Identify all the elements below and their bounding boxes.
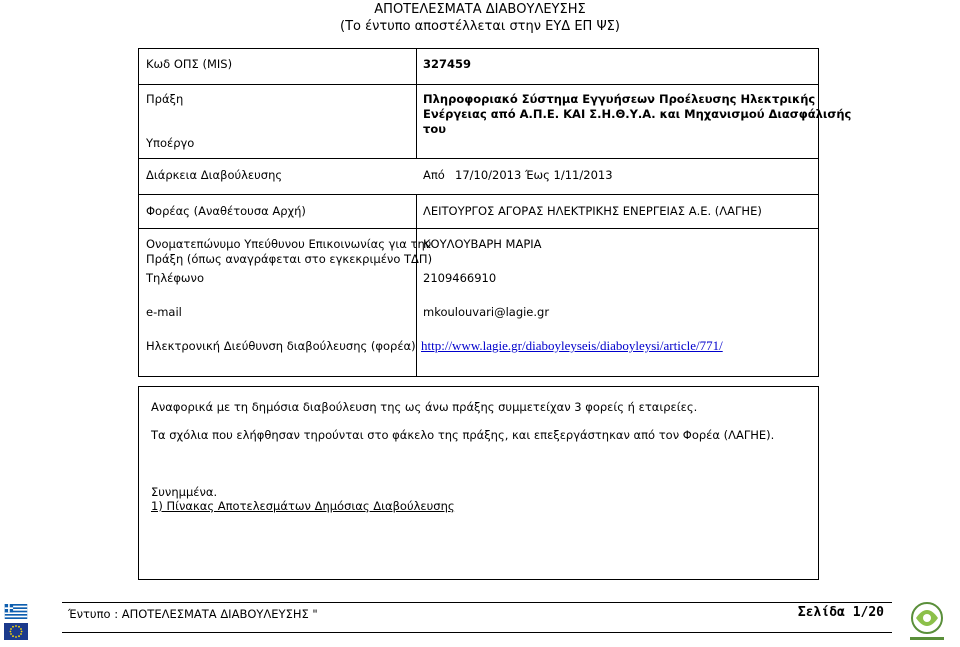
ypoergo-label: Υποέργο [146,136,195,150]
table-divider [138,84,819,85]
page-number: Σελίδα 1/20 [797,605,884,620]
table-column-divider [416,48,417,158]
attachment-item[interactable]: 1) Πίνακας Αποτελεσμάτων Δημόσιας Διαβούλευσης [151,499,455,513]
table-divider [138,158,819,159]
mis-label: Κωδ ΟΠΣ (MIS) [146,57,233,71]
eu-flag-icon [4,623,28,640]
tilefono-value: 2109466910 [423,271,497,285]
url-label: Ηλεκτρονική Διεύθυνση διαβούλευσης (φορέα) [146,339,416,353]
table-divider [138,194,819,195]
ypeuthynos-label-line1: Ονοματεπώνυμο Υπεύθυνου Επικοινωνίας για την [146,237,432,251]
ypeuthynos-label-line2: Πράξη (όπως αναγράφεται στο εγκεκριμένο ΤΔΠ) [146,252,433,266]
foreas-value: ΛΕΙΤΟΥΡΓΟΣ ΑΓΟΡΑΣ ΗΛΕΚΤΡΙΚΗΣ ΕΝΕΡΓΕΙΑΣ Α.Ε. (ΛΑΓΗΕ) [423,204,762,218]
footer-bottom-rule [62,632,892,633]
participation-paragraph: Αναφορικά με τη δημόσια διαβούλευση της ως άνω πράξης συμμετείχαν 3 φορείς ή εταιρείες. [151,400,698,414]
praxi-value-line2: Ενέργειας από Α.Π.Ε. ΚΑΙ Σ.Η.Θ.Υ.Α. και Μηχανισμού Διασφάλισής [423,107,852,121]
tilefono-label: Τηλέφωνο [146,271,205,285]
diarkeia-value: 17/10/2013 Έως 1/11/2013 [455,168,613,182]
mis-value: 327459 [423,57,472,71]
results-box [138,386,819,580]
table-divider [138,228,819,229]
greek-flag-icon [4,604,28,619]
document-title: ΑΠΟΤΕΛΕΣΜΑΤΑ ΔΙΑΒΟΥΛΕΥΣΗΣ [374,2,586,17]
comments-paragraph: Τα σχόλια που ελήφθησαν τηρούνται στο φάκελο της πράξης, και επεξεργάστηκαν από τον Φορέα (ΛΑΓΗΕ). [151,428,775,442]
attachments-title: Συνημμένα. [151,485,218,499]
praxi-value-line1: Πληροφοριακό Σύστημα Εγγυήσεων Προέλευσης Ηλεκτρικής [423,92,816,106]
foreas-label: Φορέας (Αναθέτουσα Αρχή) [146,204,306,218]
footer-form-name: Έντυπο : ΑΠΟΤΕΛΕΣΜΑΤΑ ΔΙΑΒΟΥΛΕΥΣΗΣ " [68,607,318,621]
diarkeia-label: Διάρκεια Διαβούλευσης [146,168,283,182]
consultation-url-link[interactable]: http://www.lagie.gr/diaboyleyseis/diaboyleysi/article/771/ [421,338,723,353]
email-label: e-mail [146,305,182,319]
table-column-divider [416,194,417,377]
praxi-value-line3: του [423,122,447,136]
digital-greece-logo-icon [902,596,952,644]
diarkeia-from-label: Από [423,168,445,182]
email-value: mkoulouvari@lagie.gr [423,305,550,319]
footer-top-rule [62,602,892,603]
praxi-label: Πράξη [146,92,184,106]
ypeuthynos-value: ΚΟΥΛΟΥΒΑΡΗ ΜΑΡΙΑ [423,237,542,251]
document-subtitle: (Το έντυπο αποστέλλεται στην ΕΥΔ ΕΠ ΨΣ) [340,19,620,34]
